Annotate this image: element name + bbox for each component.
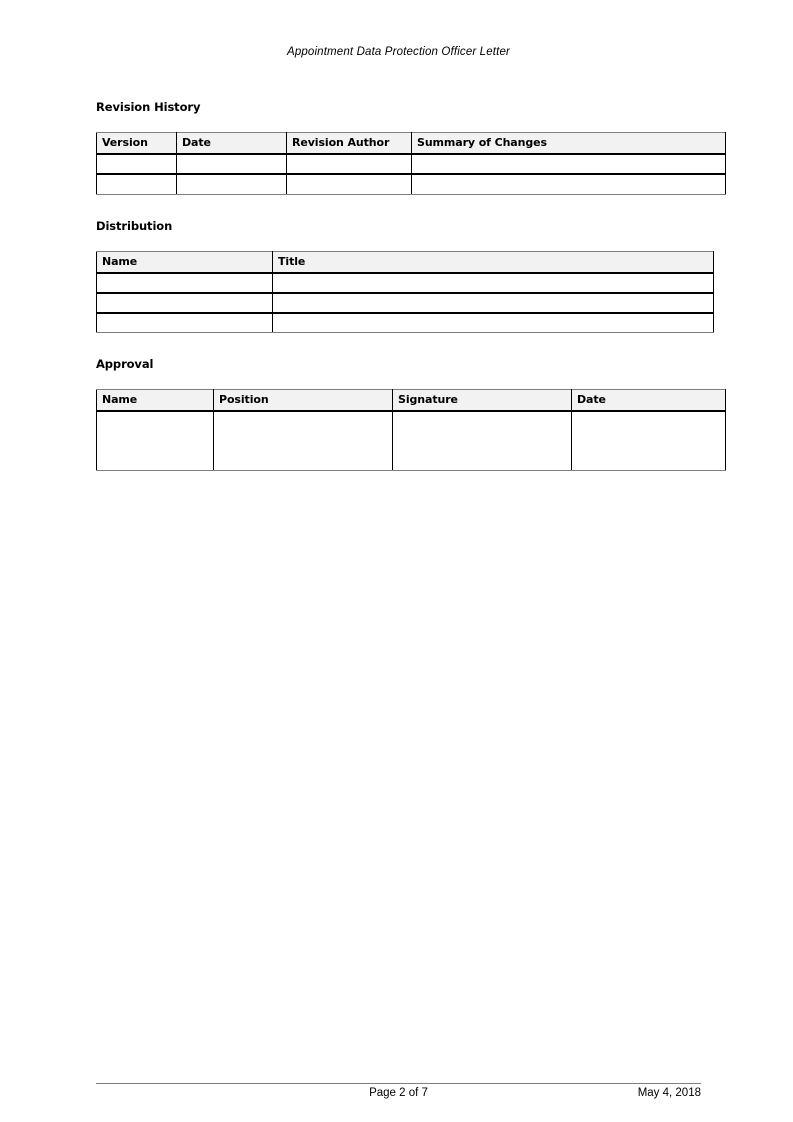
cell-summary-of-changes[interactable] xyxy=(412,154,726,174)
cell-version[interactable] xyxy=(97,174,177,194)
cell-name[interactable] xyxy=(97,411,214,470)
column-header-revision-author: Revision Author xyxy=(287,133,412,155)
cell-title[interactable] xyxy=(273,273,714,293)
spacer xyxy=(96,333,701,357)
column-header-version: Version xyxy=(97,133,177,155)
spacer xyxy=(96,233,701,251)
section-heading-distribution: Distribution xyxy=(96,218,173,233)
footer-date: May 4, 2018 xyxy=(637,1087,701,1099)
table-header-row xyxy=(97,133,726,155)
column-header-date: Date xyxy=(572,390,726,412)
revision-history-table xyxy=(96,132,726,195)
table-row[interactable] xyxy=(97,313,714,333)
cell-revision-author[interactable] xyxy=(287,154,412,174)
table-row[interactable] xyxy=(97,411,726,470)
cell-name[interactable] xyxy=(97,293,273,313)
cell-revision-author[interactable] xyxy=(287,174,412,194)
section-revision-history xyxy=(96,100,701,195)
cell-title[interactable] xyxy=(273,313,714,333)
cell-date[interactable] xyxy=(572,411,726,470)
column-header-summary-of-changes: Summary of Changes xyxy=(412,133,726,155)
table-row[interactable] xyxy=(97,154,726,174)
cell-date[interactable] xyxy=(177,154,287,174)
column-header-name: Name xyxy=(97,390,214,412)
section-approval xyxy=(96,357,701,471)
running-header: Appointment Data Protection Officer Letter xyxy=(287,46,510,58)
column-header-signature: Signature xyxy=(393,390,572,412)
cell-title[interactable] xyxy=(273,293,714,313)
spacer xyxy=(96,371,701,389)
section-distribution xyxy=(96,219,701,334)
column-header-position: Position xyxy=(214,390,393,412)
document-body xyxy=(96,100,701,471)
table-header-row xyxy=(97,390,726,412)
section-heading-revision-history: Revision History xyxy=(96,100,201,114)
column-header-name: Name xyxy=(97,251,273,273)
cell-version[interactable] xyxy=(97,154,177,174)
cell-position[interactable] xyxy=(214,411,393,470)
footer-content xyxy=(96,1087,701,1103)
cell-signature[interactable] xyxy=(393,411,572,470)
approval-table xyxy=(96,389,726,471)
cell-summary-of-changes[interactable] xyxy=(412,174,726,194)
table-row[interactable] xyxy=(97,293,714,313)
cell-name[interactable] xyxy=(97,273,273,293)
page-footer xyxy=(96,1083,701,1103)
column-header-date: Date xyxy=(177,133,287,155)
spacer xyxy=(96,114,701,132)
spacer xyxy=(96,195,701,219)
page-number: Page 2 of 7 xyxy=(369,1087,428,1099)
table-row[interactable] xyxy=(97,273,714,293)
table-row[interactable] xyxy=(97,174,726,194)
section-heading-approval: Approval xyxy=(96,357,154,371)
cell-date[interactable] xyxy=(177,174,287,194)
distribution-table xyxy=(96,251,714,334)
column-header-title: Title xyxy=(273,251,714,273)
footer-divider xyxy=(96,1083,701,1084)
cell-name[interactable] xyxy=(97,313,273,333)
table-header-row xyxy=(97,251,714,273)
